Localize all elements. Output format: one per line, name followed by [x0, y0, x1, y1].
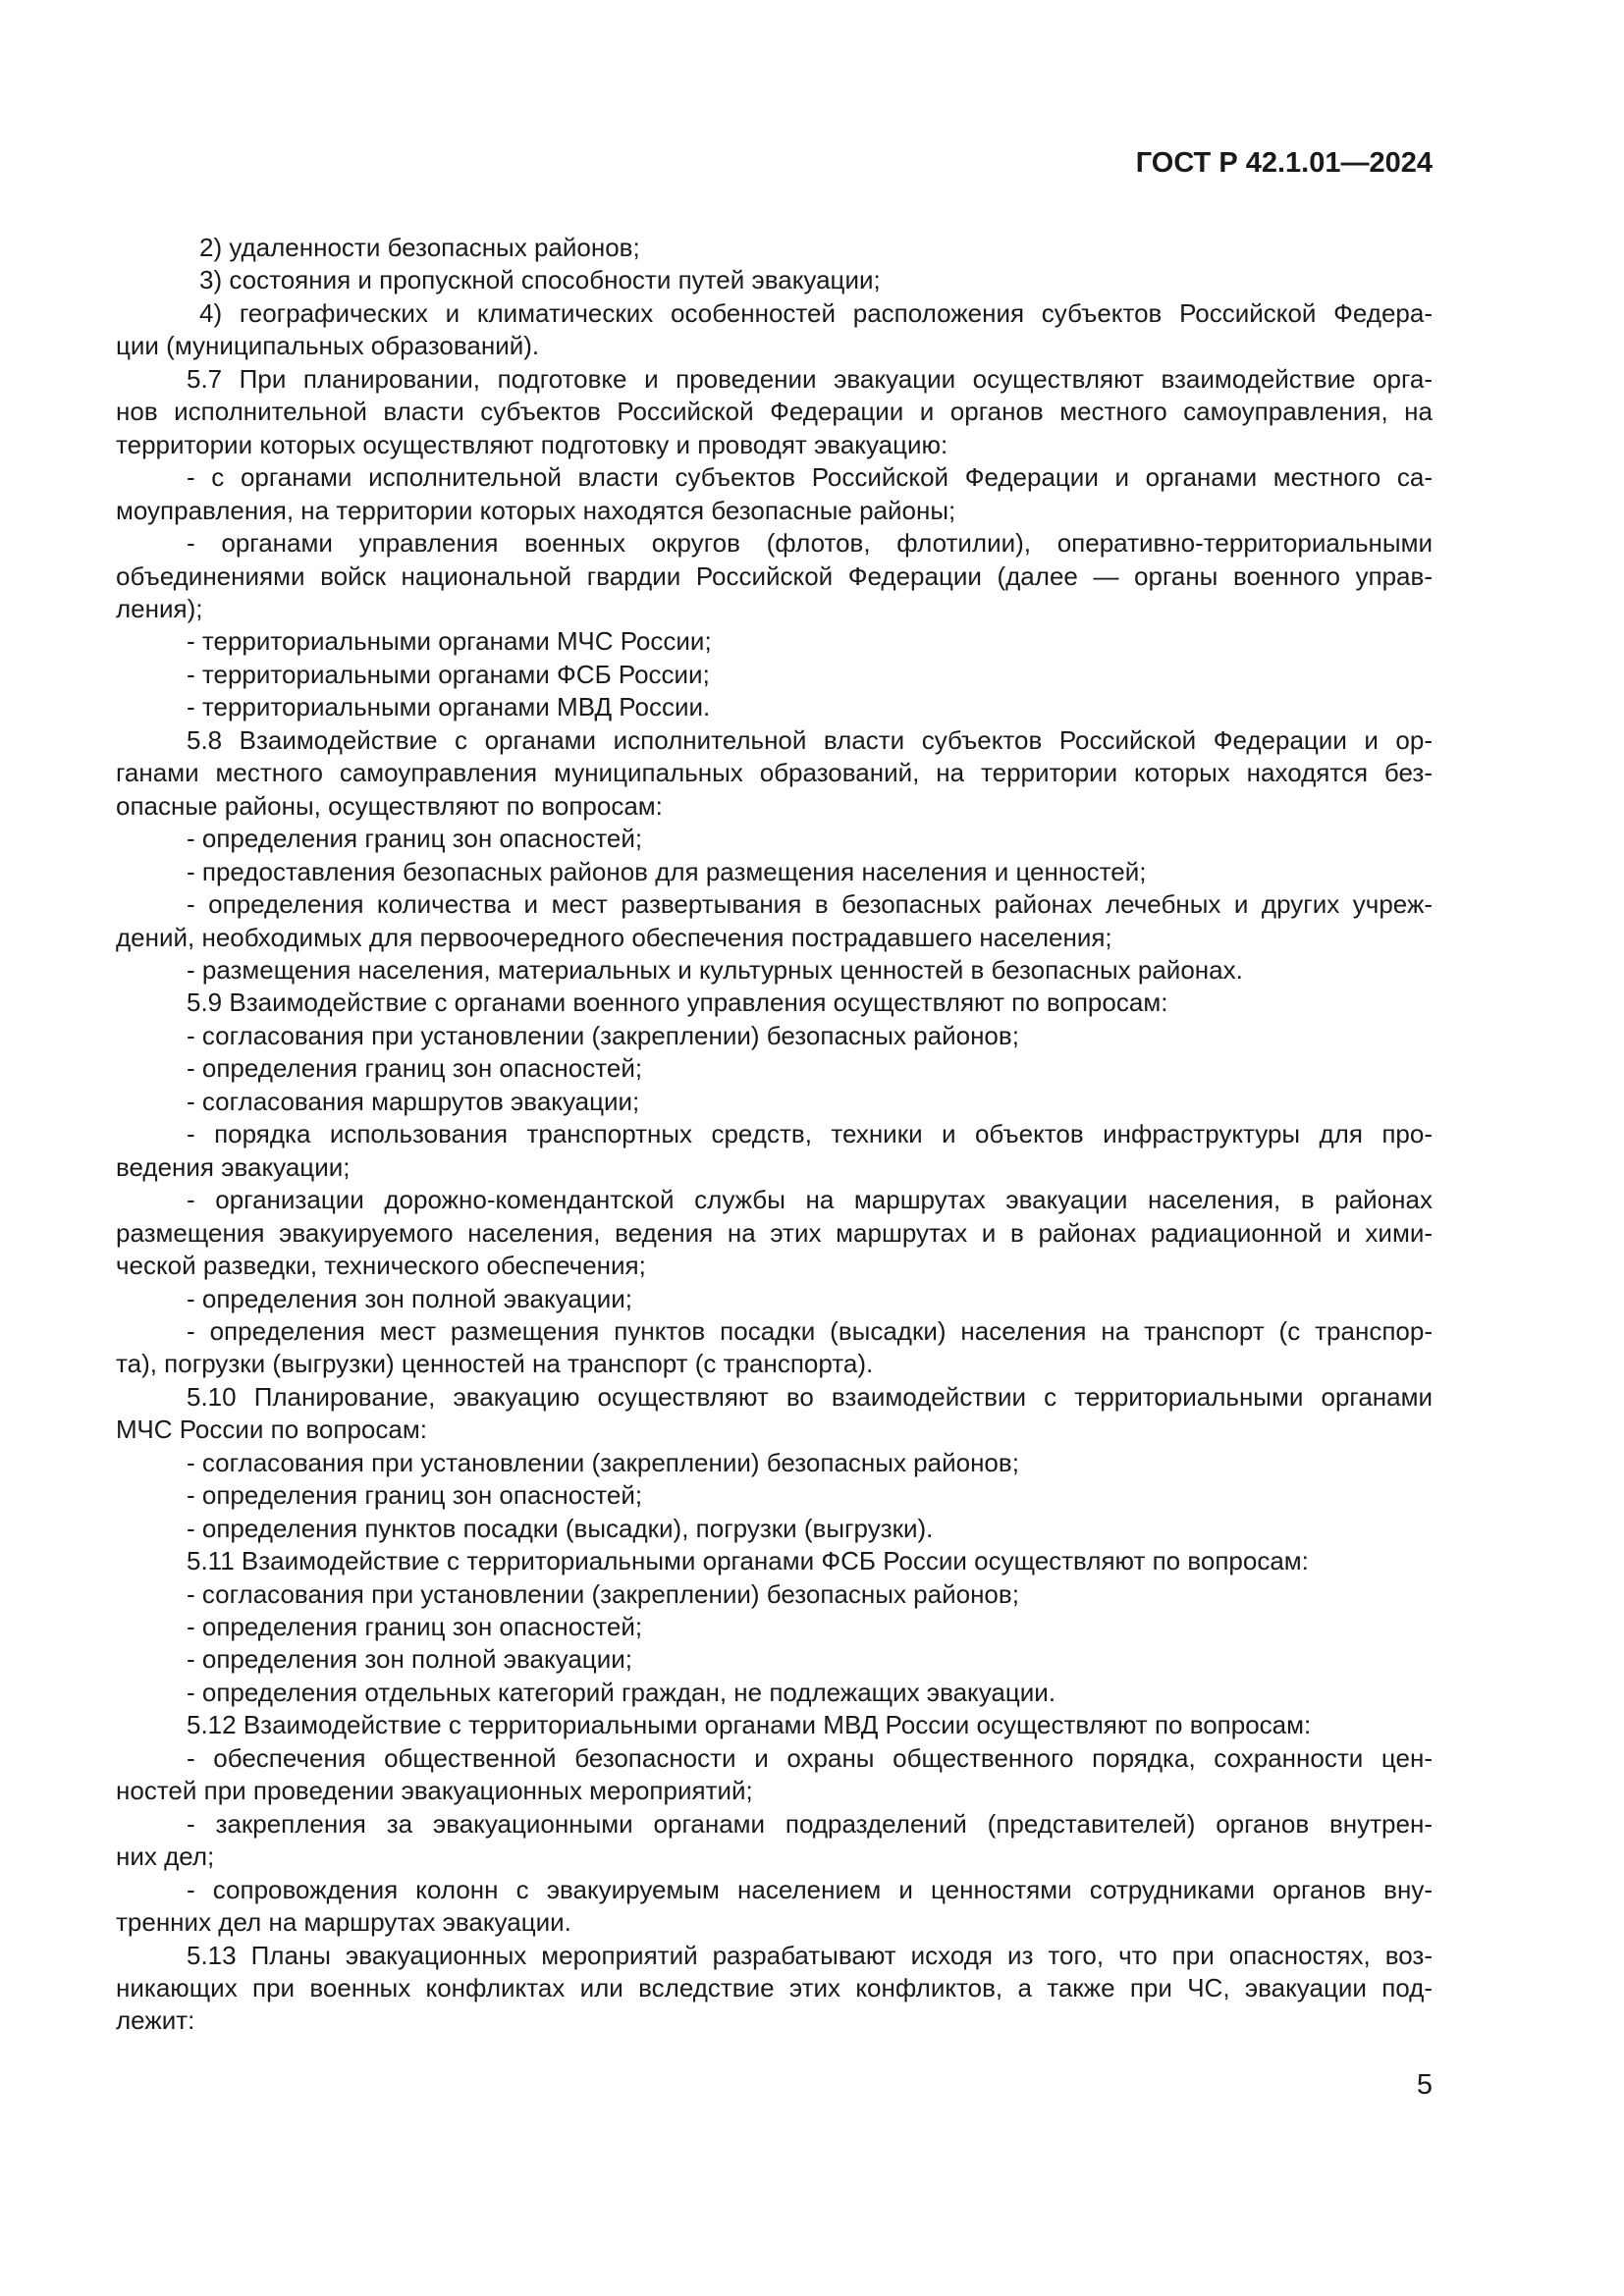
paragraph: [116, 1315, 1433, 1381]
paragraph: [116, 1742, 1433, 1808]
text-line: - определения зон полной эвакуации;: [187, 1283, 632, 1313]
text-line: 5.8 Взаимодействие с органами исполнительной власти субъектов Российской Федерации и ор-: [187, 724, 1433, 755]
paragraph: [116, 264, 1433, 296]
paragraph: [116, 1020, 1433, 1052]
text-line: - определения отдельных категорий граждан, не подлежащих эвакуации.: [187, 1677, 1056, 1707]
text-line: 2) удаленности безопасных районов;: [199, 233, 640, 262]
text-line: ганами местного самоуправления муниципальных образований, на территории которых находятся без-: [116, 758, 1433, 788]
paragraph: [116, 461, 1433, 527]
text-line: - органами управления военных округов (флотов, флотилии), оперативно-территориальными: [187, 528, 1433, 559]
text-line: 5.12 Взаимодействие с территориальными органами МВД России осуществляют по вопросам:: [187, 1710, 1312, 1740]
paragraph: [116, 1381, 1433, 1447]
text-line: ческой разведки, технического обеспечения;: [116, 1251, 646, 1281]
text-line: 5.13 Планы эвакуационных мероприятий разрабатывают исходя из того, что при опасностях, воз-: [187, 1940, 1433, 1970]
text-line: - организации дорожно-комендантской службы на маршрутах эвакуации населения, в районах: [187, 1185, 1433, 1215]
text-line: них дел;: [116, 1842, 215, 1872]
paragraph: [116, 1677, 1433, 1709]
text-line: ции (муниципальных образований).: [116, 331, 540, 361]
paragraph: [116, 1808, 1433, 1874]
paragraph: [116, 1052, 1433, 1085]
running-header: ГОСТ Р 42.1.01—2024: [1135, 147, 1433, 179]
text-line: - обеспечения общественной безопасности и охраны общественного порядка, сохранности цен-: [187, 1742, 1433, 1773]
text-line: ведения эвакуации;: [116, 1151, 351, 1182]
paragraph: [116, 527, 1433, 625]
paragraph: [116, 1118, 1433, 1184]
text-line: - порядка использования транспортных средств, техники и объектов инфраструктуры для про-: [187, 1119, 1433, 1149]
text-line: - с органами исполнительной власти субъектов Российской Федерации и органами местного са-: [187, 462, 1433, 493]
paragraph: [116, 1479, 1433, 1512]
text-line: - территориальными органами ФСБ России;: [187, 659, 710, 689]
text-line: - определения границ зон опасностей;: [187, 1053, 643, 1084]
text-line: - согласования при установлении (закреплении) безопасных районов;: [187, 1578, 1019, 1609]
paragraph: [116, 888, 1433, 954]
text-line: - территориальными органами МВД России.: [187, 692, 711, 722]
text-line: - определения границ зон опасностей;: [187, 1612, 643, 1642]
paragraph: [116, 1874, 1433, 1940]
text-line: - территориальными органами МЧС России;: [187, 626, 712, 657]
text-line: лежит:: [116, 2005, 195, 2036]
paragraph: [116, 232, 1433, 264]
paragraph: [116, 1184, 1433, 1282]
paragraph: [116, 363, 1433, 461]
paragraph: [116, 987, 1433, 1019]
paragraph: [116, 625, 1433, 658]
text-line: 5.11 Взаимодействие с территориальными органами ФСБ России осуществляют по вопросам:: [187, 1546, 1309, 1576]
text-line: - предоставления безопасных районов для размещения населения и ценностей;: [187, 856, 1147, 886]
text-line: МЧС России по вопросам:: [116, 1415, 427, 1445]
text-line: - согласования маршрутов эвакуации;: [187, 1086, 640, 1116]
text-line: опасные районы, осуществляют по вопросам:: [116, 790, 663, 821]
text-line: та), погрузки (выгрузки) ценностей на транспорт (с транспорта).: [116, 1349, 874, 1379]
text-line: - закрепления за эвакуационными органами подразделений (представителей) органов внутрен-: [187, 1808, 1433, 1839]
paragraph: [116, 856, 1433, 888]
paragraph: [116, 1578, 1433, 1611]
text-line: - определения пунктов посадки (высадки), погрузки (выгрузки).: [187, 1513, 934, 1543]
text-line: - определения зон полной эвакуации;: [187, 1644, 632, 1675]
paragraph: [116, 1643, 1433, 1676]
text-line: ностей при проведении эвакуационных мероприятий;: [116, 1776, 753, 1806]
text-line: - размещения населения, материальных и культурных ценностей в безопасных районах.: [187, 954, 1243, 985]
text-line: объединениями войск национальной гвардии Российской Федерации (далее — органы военного управ-: [116, 561, 1433, 591]
paragraph: [116, 823, 1433, 855]
paragraph: [116, 1283, 1433, 1315]
text-line: - определения границ зон опасностей;: [187, 1480, 643, 1511]
paragraph: [116, 954, 1433, 987]
paragraph: [116, 1940, 1433, 2038]
paragraph: [116, 691, 1433, 723]
text-line: никающих при военных конфликтах или вследствие этих конфликтов, а также при ЧС, эвакуации под-: [116, 1973, 1433, 2003]
text-line: 4) географических и климатических особенностей расположения субъектов Российской Федера-: [199, 297, 1433, 328]
text-line: 3) состояния и пропускной способности путей эвакуации;: [199, 265, 881, 295]
text-line: - определения границ зон опасностей;: [187, 824, 643, 854]
paragraph: [116, 1086, 1433, 1118]
text-line: размещения эвакуируемого населения, ведения на этих маршрутах и в районах радиационной и хими-: [116, 1217, 1433, 1248]
text-line: ления);: [116, 593, 203, 623]
text-line: - определения количества и мест развертывания в безопасных районах лечебных и других учреж-: [187, 889, 1433, 920]
text-line: тренних дел на маршрутах эвакуации.: [116, 1907, 571, 1938]
text-line: территории которых осуществляют подготовку и проводят эвакуацию:: [116, 429, 948, 459]
paragraph: [116, 1611, 1433, 1643]
paragraph: [116, 297, 1433, 363]
text-line: - сопровождения колонн с эвакуируемым населением и ценностями сотрудниками органов вну-: [187, 1874, 1433, 1904]
text-line: - определения мест размещения пунктов посадки (высадки) населения на транспорт (с транспор-: [187, 1315, 1433, 1346]
page-number: 5: [1416, 2069, 1433, 2101]
paragraph: [116, 724, 1433, 823]
paragraph: [116, 1513, 1433, 1545]
text-line: моуправления, на территории которых находятся безопасные районы;: [116, 495, 956, 525]
paragraph: [116, 659, 1433, 691]
text-line: 5.9 Взаимодействие с органами военного управления осуществляют по вопросам:: [187, 988, 1168, 1018]
document-body: [116, 232, 1433, 2038]
paragraph: [116, 1447, 1433, 1479]
text-line: дений, необходимых для первоочередного обеспечения пострадавшего населения;: [116, 922, 1112, 952]
text-line: нов исполнительной власти субъектов Российской Федерации и органов местного самоуправления, на: [116, 397, 1433, 427]
text-line: 5.10 Планирование, эвакуацию осуществляют во взаимодействии с территориальными органами: [187, 1381, 1433, 1412]
text-line: 5.7 При планировании, подготовке и проведении эвакуации осуществляют взаимодействие орга-: [187, 363, 1433, 394]
paragraph: [116, 1709, 1433, 1741]
text-line: - согласования при установлении (закреплении) безопасных районов;: [187, 1020, 1019, 1050]
text-line: - согласования при установлении (закреплении) безопасных районов;: [187, 1447, 1019, 1477]
paragraph: [116, 1545, 1433, 1577]
